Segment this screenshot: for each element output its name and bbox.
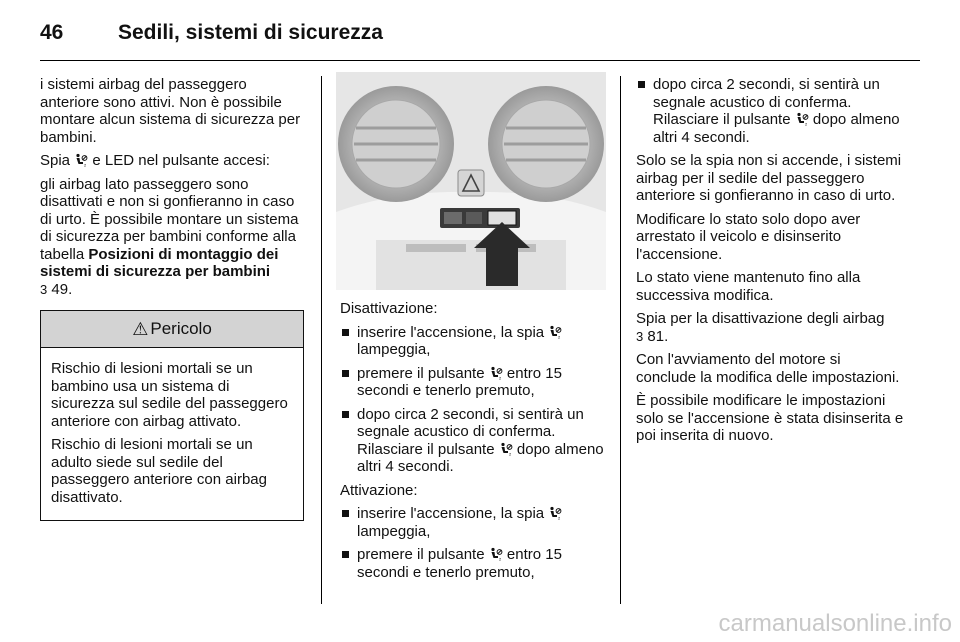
left-air-vent <box>338 86 454 202</box>
svg-text:2: 2 <box>804 121 807 126</box>
bullet-square <box>638 81 645 88</box>
warning-box <box>40 310 304 521</box>
warning-text: Rischio di lesioni mortali se un bambino usa un sistema di sicurezza sul sedile del passeggero anteriore con airbag attivato. <box>51 360 288 430</box>
airbag-off-icon <box>499 442 513 456</box>
warning-body <box>41 348 303 520</box>
paragraph: Spia per la disattivazione degli airbag 3 81. <box>636 310 885 345</box>
paragraph: Modificare lo stato solo dopo aver arrestato il veicolo e disinserito l'accensione. <box>636 210 861 263</box>
header-rule <box>40 60 920 61</box>
svg-text:2: 2 <box>498 556 501 561</box>
airbag-off-icon <box>489 547 503 561</box>
paragraph: Spia 2 e LED nel pulsante accesi: <box>40 152 270 169</box>
link-reference[interactable]: Posizioni di montaggio dei sistemi di sicurezza per bambini <box>40 245 279 280</box>
airbag-off-icon <box>548 506 562 520</box>
list-item: inserire l'accensione, la spia 2 lampeggia, <box>340 324 606 359</box>
list-item: premere il pulsante 2 entro 15 secondi e tenerlo premuto, <box>340 546 606 581</box>
paragraph: È possibile modificare le impostazioni solo se l'accensione è stata disinserita e poi inserita di nuovo. <box>636 392 904 444</box>
column-right <box>636 76 904 451</box>
reference-arrow: 3 <box>40 281 48 297</box>
hazard-button-icon <box>458 170 484 196</box>
paragraph: Con l'avviamento del motore si conclude la modifica delle impostazioni. <box>636 351 900 386</box>
bullet-square <box>342 329 349 336</box>
warning-title: Pericolo <box>150 319 212 338</box>
paragraph: Lo stato viene mantenuto fino alla successiva modifica. <box>636 269 861 304</box>
paragraph: gli airbag lato passeggero sono disattivati e non si gonfieranno in caso di urto. È possibile montare un sistema di sicurezza per bambini conforme alla tabella Posizioni di montaggio dei sistemi di sicurezza per bambini 3 49. <box>40 175 299 298</box>
reference-arrow: 3 <box>636 328 644 344</box>
warning-text: Rischio di lesioni mortali se un adulto siede sul sedile del passeggero anteriore con airbag disattivato. <box>51 436 267 506</box>
column-left <box>40 76 304 304</box>
svg-text:2: 2 <box>84 162 87 167</box>
column-middle <box>340 300 606 587</box>
list-item: inserire l'accensione, la spia 2 lampeggia, <box>340 505 606 540</box>
airbag-off-icon <box>548 325 562 339</box>
paragraph: Solo se la spia non si accende, i sistemi airbag per il sedile del passeggero anteriore si gonfieranno in caso di urto. <box>636 152 902 204</box>
paragraph: i sistemi airbag del passeggero anteriore sono attivi. Non è possibile montare alcun sistema di sicurezza per bambini. <box>40 76 301 146</box>
bullet-square <box>342 510 349 517</box>
right-air-vent <box>488 86 604 202</box>
activation-list <box>340 505 606 581</box>
airbag-off-icon <box>74 153 88 167</box>
page-reference[interactable]: 81. <box>643 327 669 345</box>
list-item: dopo circa 2 secondi, si sentirà un segnale acustico di conferma. Rilasciare il pulsante 2 dopo almeno altri 4 secondi. <box>636 76 904 146</box>
page-title: Sedili, sistemi di sicurezza <box>118 21 383 44</box>
column-divider <box>321 76 322 604</box>
svg-text:2: 2 <box>508 451 511 456</box>
airbag-off-icon <box>795 112 809 126</box>
warning-icon: ⚠ <box>132 318 149 339</box>
page-header <box>40 18 383 48</box>
list-item: dopo circa 2 secondi, si sentirà un segnale acustico di conferma. Rilasciare il pulsante 2 dopo almeno altri 4 secondi. <box>340 406 606 476</box>
page-number: 46 <box>40 21 64 44</box>
column-divider <box>620 76 621 604</box>
watermark: carmanualsonline.info <box>718 610 952 637</box>
svg-text:2: 2 <box>498 375 501 380</box>
bullet-square <box>342 411 349 418</box>
airbag-off-icon <box>489 366 503 380</box>
section-label: Attivazione: <box>340 481 418 499</box>
section-label: Disattivazione: <box>340 300 438 317</box>
warning-header <box>41 311 303 348</box>
list-item: premere il pulsante 2 entro 15 secondi e tenerlo premuto, <box>340 365 606 400</box>
bullet-square <box>342 370 349 377</box>
page-reference[interactable]: 49. <box>47 280 73 298</box>
dashboard-illustration <box>336 72 606 290</box>
deactivation-list <box>340 324 606 476</box>
svg-text:2: 2 <box>558 334 561 339</box>
bullet-square <box>342 551 349 558</box>
svg-text:2: 2 <box>558 515 561 520</box>
